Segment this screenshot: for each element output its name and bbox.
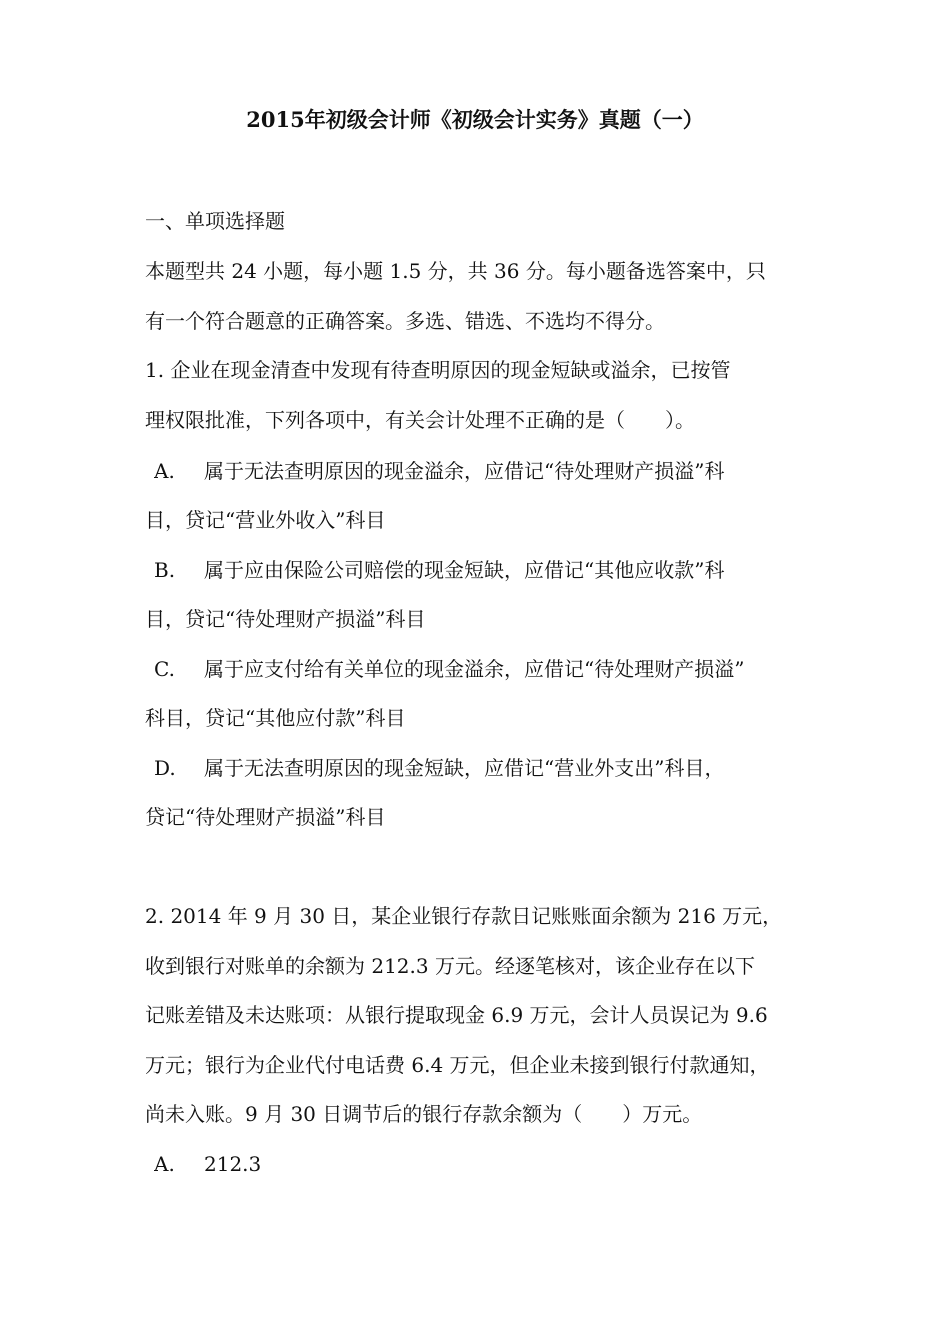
q1-option-d-text: 属于无法查明原因的现金短缺，应借记“营业外支出”科目， — [204, 756, 725, 780]
q2-stem-line-1: 2. 2014 年 9 月 30 日，某企业银行存款日记账账面余额为 216 万元， — [145, 904, 783, 928]
q1-option-a-cont: 目，贷记“营业外收入”科目 — [145, 508, 386, 532]
q2-option-a-text: 212.3 — [204, 1152, 262, 1176]
q1-option-b-text: 属于应由保险公司赔偿的现金短缺，应借记“其他应收款”科 — [204, 558, 725, 582]
q1-option-a-text: 属于无法查明原因的现金溢余，应借记“待处理财产损溢”科 — [204, 459, 725, 483]
q2-option-a-letter: A. — [154, 1152, 175, 1176]
q1-option-d-letter: D. — [154, 756, 176, 780]
q1-option-c-cont: 科目，贷记“其他应付款”科目 — [145, 706, 406, 730]
q1-option-a-letter: A. — [154, 459, 175, 483]
q2-option-a — [154, 1148, 815, 1180]
q1-stem-line-1: 1. 企业在现金清查中发现有待查明原因的现金短缺或溢余，已按管 — [145, 358, 731, 382]
q1-option-c-text: 属于应支付给有关单位的现金溢余，应借记“待处理财产损溢” — [204, 657, 745, 681]
document-title: 2015年初级会计师《初级会计实务》真题（一） — [246, 107, 704, 132]
q2-stem-line-2: 收到银行对账单的余额为 212.3 万元。经逐笔核对，该企业存在以下 — [145, 954, 755, 978]
q2-stem-line-3: 记账差错及未达账项：从银行提取现金 6.9 万元，会计人员误记为 9.6 — [145, 1003, 768, 1027]
q2-stem-line-5: 尚未入账。9 月 30 日调节后的银行存款余额为（ ）万元。 — [145, 1102, 703, 1126]
q1-option-b-cont: 目，贷记“待处理财产损溢”科目 — [145, 607, 426, 631]
q1-option-d — [154, 752, 815, 784]
q1-option-b-letter: B. — [154, 558, 176, 582]
q1-option-b — [154, 554, 815, 586]
q1-option-c — [154, 653, 815, 685]
q2-stem-line-4: 万元；银行为企业代付电话费 6.4 万元，但企业未接到银行付款通知， — [145, 1053, 770, 1077]
instructions-line-2: 有一个符合题意的正确答案。多选、错选、不选均不得分。 — [145, 309, 665, 333]
q1-stem-line-2: 理权限批准，下列各项中，有关会计处理不正确的是（ ）。 — [145, 408, 695, 432]
instructions-line-1: 本题型共 24 小题，每小题 1.5 分，共 36 分。每小题备选答案中，只 — [145, 259, 766, 283]
section-heading: 一、单项选择题 — [145, 209, 285, 233]
q1-option-d-cont: 贷记“待处理财产损溢”科目 — [145, 805, 386, 829]
q1-option-c-letter: C. — [154, 657, 175, 681]
q1-option-a — [154, 455, 815, 487]
